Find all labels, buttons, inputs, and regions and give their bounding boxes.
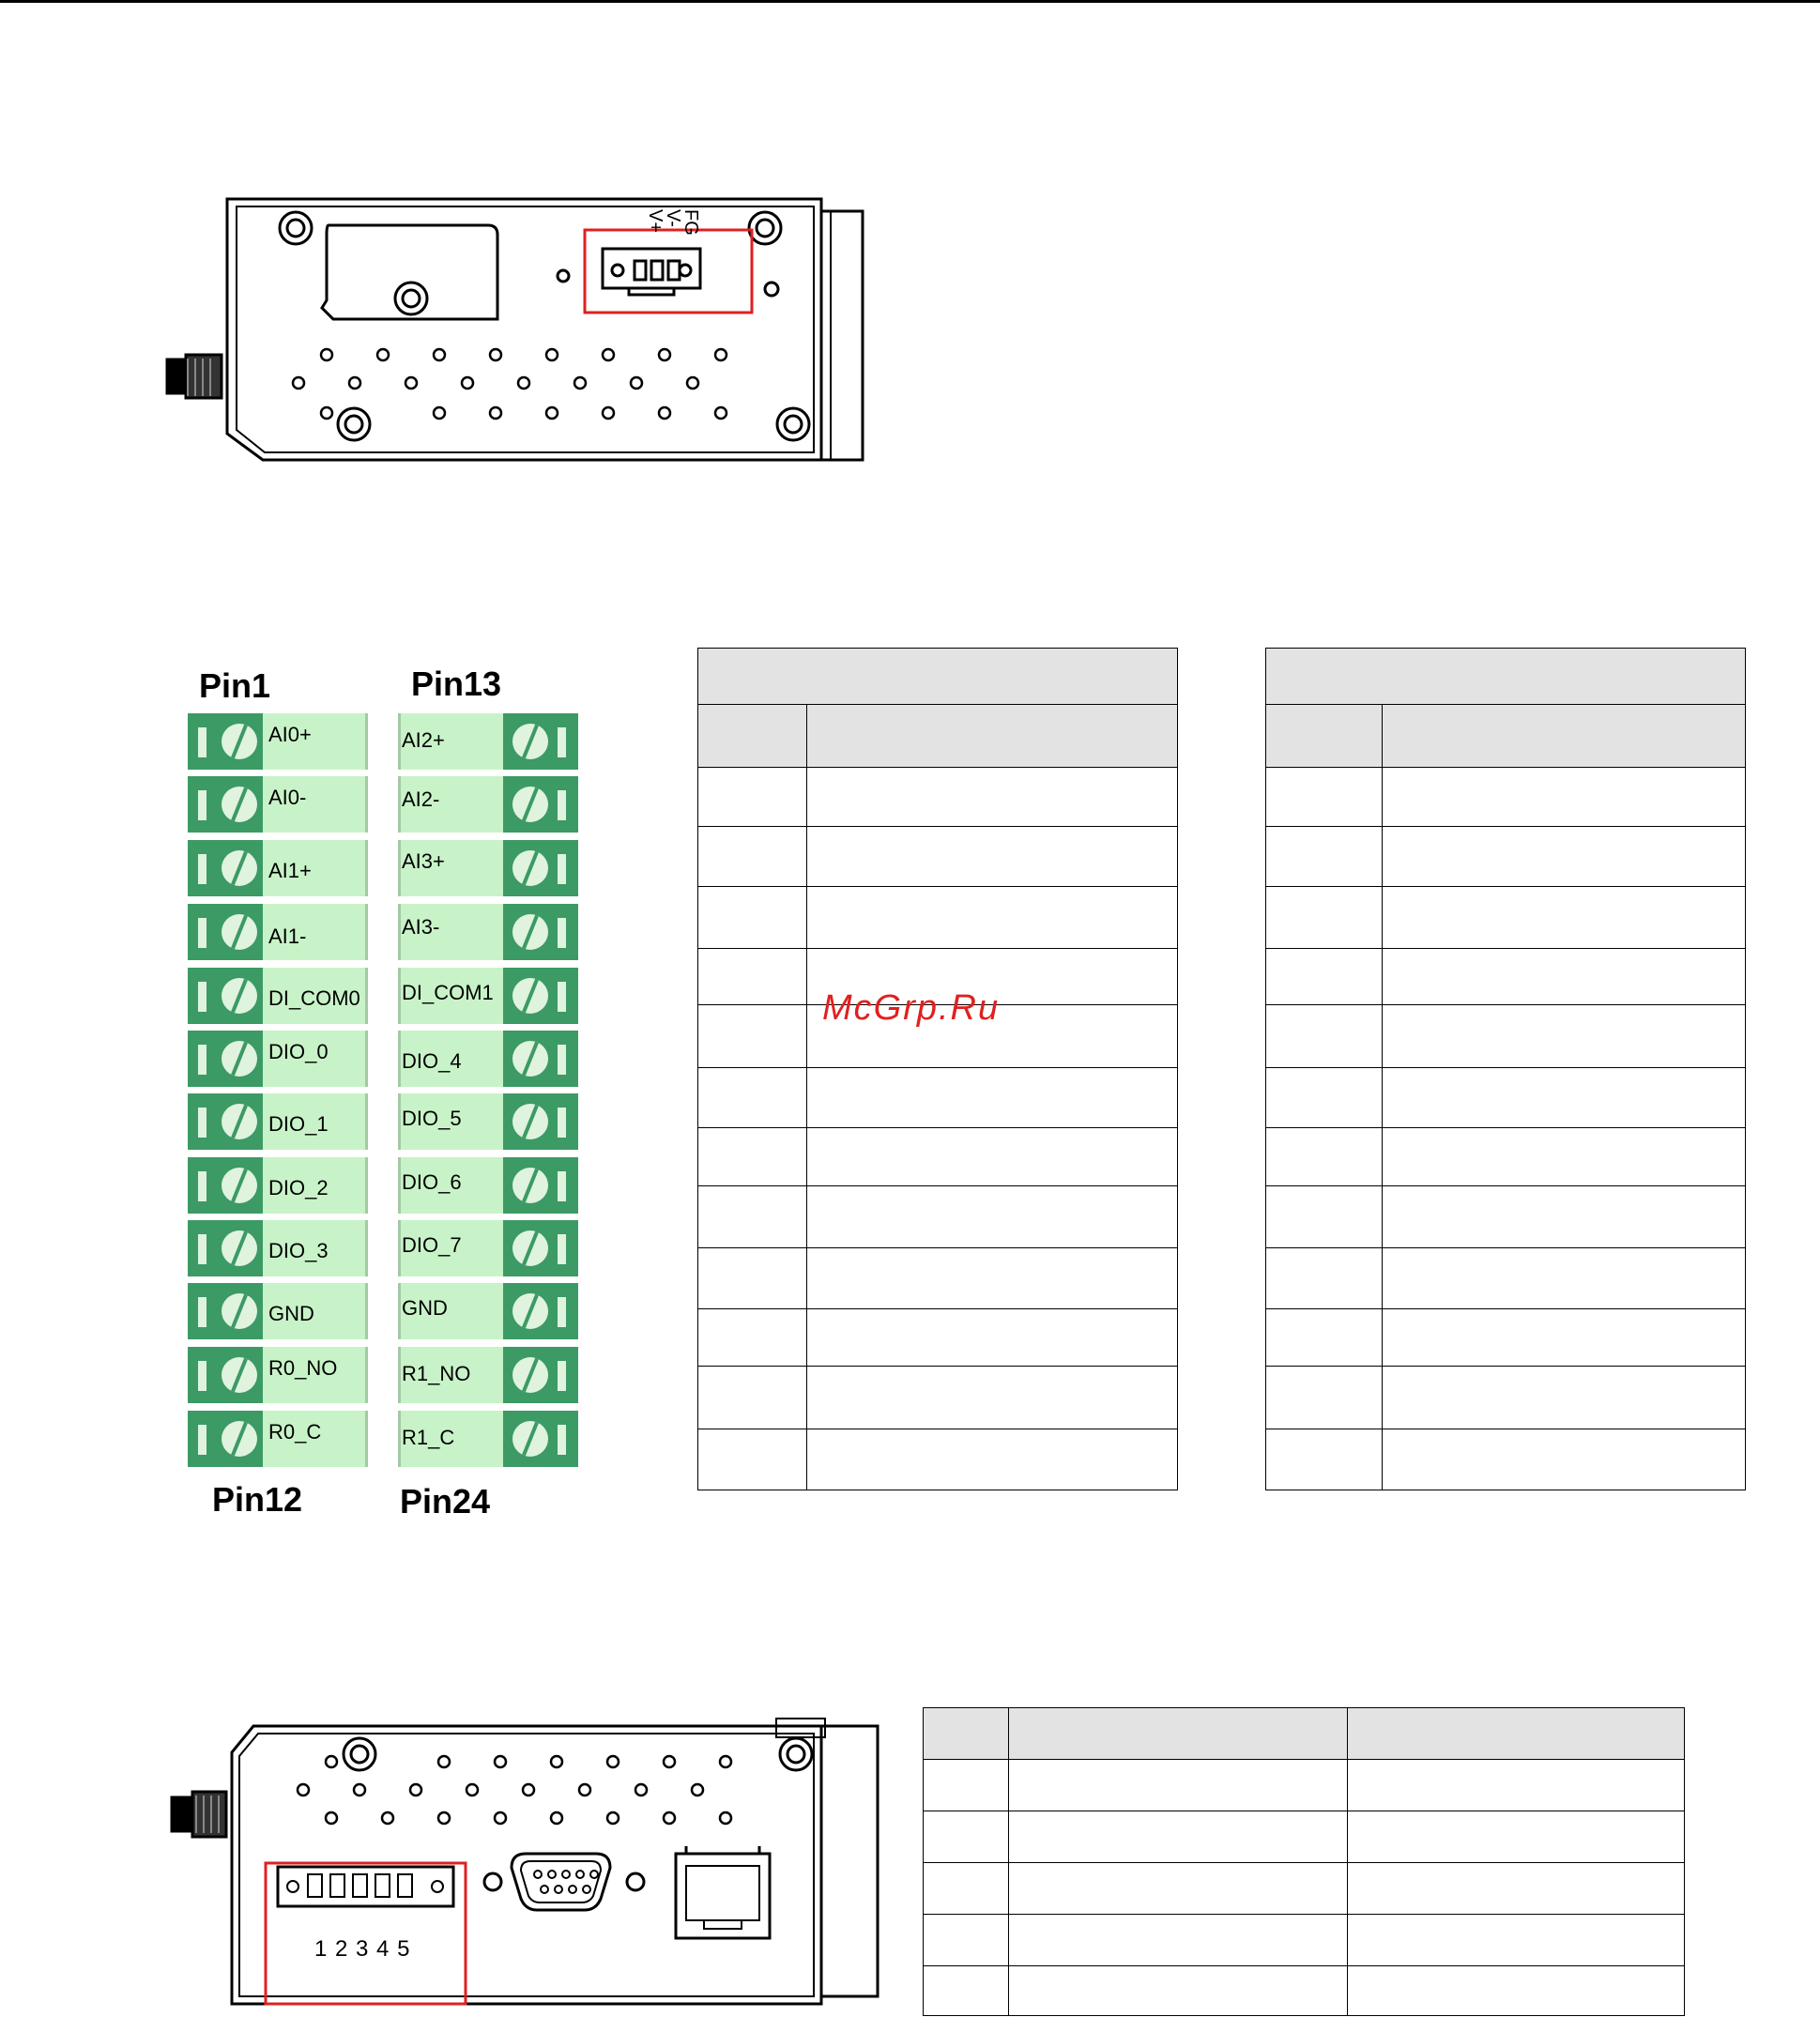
terminal-pin-left: AI1-: [188, 904, 370, 960]
table-row: [698, 1127, 1178, 1185]
terminal-pin-left: AI0+: [188, 713, 370, 770]
table-row: [924, 1811, 1685, 1863]
terminal-block-diagram: [184, 665, 588, 1525]
table-row: [924, 1760, 1685, 1811]
terminal-pin-right: DIO_7: [398, 1220, 580, 1276]
table-col-header: [1383, 705, 1746, 768]
table-row: [1266, 826, 1746, 886]
table-row: [698, 1185, 1178, 1247]
pin24-label: Pin24: [400, 1482, 491, 1520]
table-col-header: [1009, 1708, 1348, 1760]
table-row: [698, 1367, 1178, 1429]
table-row: [698, 768, 1178, 826]
terminal-pin-left: DI_COM0: [188, 968, 370, 1024]
serial-pin-numbers: 1 2 3 4 5: [314, 1936, 411, 1962]
terminal-pin-left: DIO_1: [188, 1093, 370, 1150]
device-bottom-view: [164, 1713, 892, 2017]
table-row: [1266, 1429, 1746, 1490]
terminal-pin-left: DIO_2: [188, 1157, 370, 1214]
table-row: [698, 826, 1178, 886]
terminal-pin-right: AI2+: [398, 713, 580, 770]
terminal-pin-right: DIO_6: [398, 1157, 580, 1214]
terminal-pin-right: R1_NO: [398, 1347, 580, 1403]
watermark: McGrp.Ru: [822, 988, 1001, 1028]
terminal-pin-right: DIO_4: [398, 1031, 580, 1087]
table-row: [1266, 1309, 1746, 1367]
terminal-pin-right: GND: [398, 1283, 580, 1339]
table-header: [698, 649, 1178, 705]
terminal-pin-right: AI3-: [398, 904, 580, 960]
terminal-pin-left: AI1+: [188, 840, 370, 896]
terminal-pin-left: AI0-: [188, 776, 370, 833]
table-row: [698, 1068, 1178, 1127]
table-row: [1266, 949, 1746, 1005]
serial-connector-highlight: [266, 1863, 466, 2004]
serial-pin-table: [923, 1707, 1685, 2016]
power-label-fg: FG: [681, 209, 701, 236]
table-row: [698, 1429, 1178, 1490]
table-row: [1266, 768, 1746, 826]
terminal-pin-left: DIO_0: [188, 1031, 370, 1087]
terminal-pin-left: R0_NO: [188, 1347, 370, 1403]
table-row: [1266, 1005, 1746, 1068]
power-label-v-minus: V-: [663, 209, 683, 227]
table-row: [698, 1309, 1178, 1367]
table-col-header: [1266, 705, 1383, 768]
terminal-pin-left: R0_C: [188, 1411, 370, 1467]
table-row: [924, 1863, 1685, 1915]
table-row: [1266, 1185, 1746, 1247]
power-label-v-plus: V+: [645, 209, 665, 234]
pin12-label: Pin12: [212, 1480, 303, 1519]
table-header: [1266, 649, 1746, 705]
pin-table-right: [1265, 648, 1746, 1490]
terminal-pin-right: R1_C: [398, 1411, 580, 1467]
table-row: [1266, 1127, 1746, 1185]
table-row: [924, 1915, 1685, 1966]
pin1-label: Pin1: [199, 666, 271, 705]
terminal-pin-right: AI3+: [398, 840, 580, 896]
table-row: [1266, 886, 1746, 948]
terminal-pin-left: DIO_3: [188, 1220, 370, 1276]
terminal-pin-right: AI2-: [398, 776, 580, 833]
table-row: [1266, 1248, 1746, 1309]
top-rule: [0, 0, 1820, 3]
table-col-header: [924, 1708, 1009, 1760]
terminal-pin-right: DIO_5: [398, 1093, 580, 1150]
table-col-header: [698, 705, 807, 768]
device-top-view: [160, 188, 882, 469]
table-col-header: [1348, 1708, 1685, 1760]
terminal-pin-left: GND: [188, 1283, 370, 1339]
terminal-pin-right: DI_COM1: [398, 968, 580, 1024]
table-row: [924, 1966, 1685, 2016]
table-row: [698, 1248, 1178, 1309]
table-row: [1266, 1068, 1746, 1127]
table-row: [698, 886, 1178, 948]
table-row: [1266, 1367, 1746, 1429]
pin-table-left: [697, 648, 1178, 1490]
pin13-label: Pin13: [411, 665, 502, 703]
table-col-header: [807, 705, 1178, 768]
